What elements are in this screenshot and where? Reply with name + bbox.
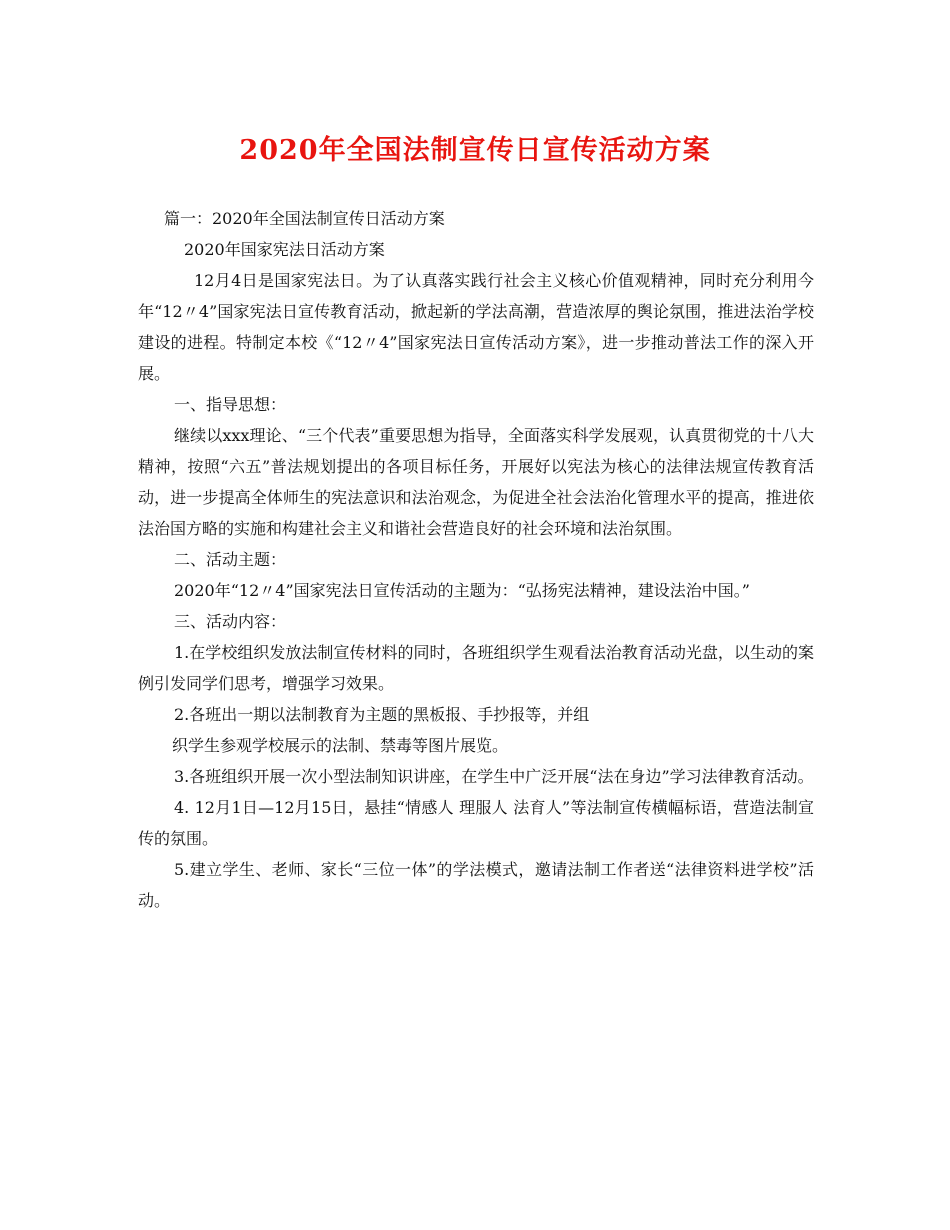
section-3-heading: 三、活动内容： [174,612,287,631]
document-title: 2020年全国法制宣传日宣传活动方案 [239,135,711,166]
section-1-heading: 一、指导思想： [174,395,287,414]
chapter-heading: 篇一：2020年全国法制宣传日活动方案 [164,209,445,228]
list-item-5: 5.建立学生、老师、家长“三位一体”的学法模式，邀请法制工作者送“法律资料进学校”活动。 [138,860,814,910]
section-2-heading: 二、活动主题： [174,550,287,569]
list-item-3: 3.各班组织开展一次小型法制知识讲座，在学生中广泛开展“法在身边”学习法律教育活动。 [174,767,814,786]
subtitle: 2020年国家宪法日活动方案 [184,240,385,259]
list-item-1: 1.在学校组织发放法制宣传材料的同时，各班组织学生观看法治教育活动光盘，以生动的案例引发同学们思考，增强学习效果。 [138,643,814,693]
section-2-body: 2020年“12〃4”国家宪法日宣传活动的主题为：“弘扬宪法精神，建设法治中国。” [174,581,750,600]
intro-paragraph: 12月4日是国家宪法日。为了认真落实践行社会主义核心价值观精神，同时充分利用今年“12〃4”国家宪法日宣传教育活动，掀起新的学法高潮，营造浓厚的舆论氛围，推进法治学校建设的进程。特制定本校《“12〃4”国家宪法日宣传活动方案》，进一步推动普法工作的深入开展。 [138,271,814,383]
document-body [138,203,814,916]
list-item-4: 4. 12月1日—12月15日，悬挂“情感人 理服人 法育人”等法制宣传横幅标语，营造法制宣传的氛围。 [138,798,814,848]
section-1-body: 继续以xxx理论、“三个代表”重要思想为指导，全面落实科学发展观，认真贯彻党的十八大精神，按照“六五”普法规划提出的各项目标任务，开展好以宪法为核心的法律法规宣传教育活动，进一步提高全体师生的宪法意识和法治观念，为促进全社会法治化管理水平的提高，推进依法治国方略的实施和构建社会主义和谐社会营造良好的社会环境和法治氛围。 [138,426,814,538]
list-item-2-continuation: 织学生参观学校展示的法制、禁毒等图片展览。 [172,736,509,755]
list-item-2: 2.各班出一期以法制教育为主题的黑板报、手抄报等，并组 [174,705,590,724]
